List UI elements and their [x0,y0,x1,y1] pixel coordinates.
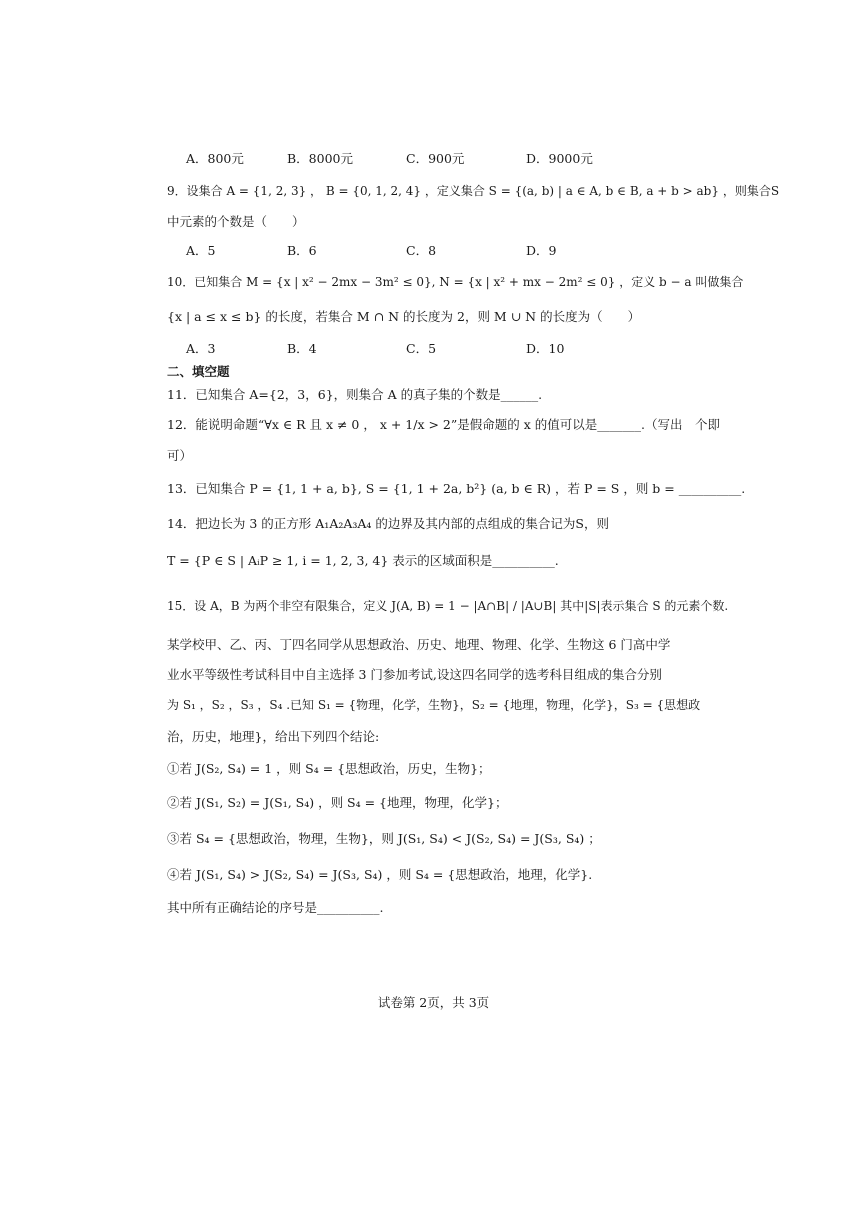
q15-line2: 某学校甲、乙、丙、丁四名同学从思想政治、历史、地理、物理、化学、生物这 6 门高中学 [167,637,671,652]
q9-line2: 中元素的个数是（ ） [167,214,305,229]
option-d: D．9000元 [526,151,593,166]
q12-line1: 12．能说明命题“∀x ∈ R 且 x ≠ 0 ， x + 1/x > 2”是假命题的 x 的值可以是_______.（写出 个即 [167,417,720,432]
q10-option-d: D．10 [526,341,565,356]
q9-line1: 9．设集合 A = {1, 2, 3} ， B = {0, 1, 2, 4} ，定义集合 S = {(a, b) | a ∈ A, b ∈ B, a + b > ab} ，则集合S [167,184,780,198]
q9-option-d: D．9 [526,243,557,258]
q10-line2: {x | a ≤ x ≤ b} 的长度，若集合 M ∩ N 的长度为 2，则 M ∪ N 的长度为（ ） [167,309,641,324]
option-c: C．900元 [406,151,465,166]
option-b: B．8000元 [287,151,353,166]
q15-line3: 业水平等级性考试科目中自主选择 3 门参加考试,设这四名同学的选考科目组成的集合分别 [167,667,662,682]
q15-line1: 15．设 A，B 为两个非空有限集合，定义 J(A, B) = 1 − |A∩B| / |A∪B| 其中|S|表示集合 S 的元素个数. [167,599,729,613]
option-a: A．800元 [186,151,244,166]
q12-line2: 可） [167,448,193,463]
q10-line1: 10．已知集合 M = {x | x² − 2mx − 3m² ≤ 0}, N = {x | x² + mx − 2m² ≤ 0} ，定义 b − a 叫做集合 [167,275,744,289]
q14-line1: 14．把边长为 3 的正方形 A₁A₂A₃A₄ 的边界及其内部的点组成的集合记为S，则 [167,516,609,531]
q9-option-b: B．6 [287,243,317,258]
q10-option-a: A．3 [186,341,216,356]
q10-option-b: B．4 [287,341,317,356]
q9-option-c: C．8 [406,243,437,258]
q14-line2: T = {P ∈ S | AᵢP ≥ 1, i = 1, 2, 3, 4} 表示的区域面积是__________. [167,553,559,568]
section-title: 二、填空题 [167,364,230,379]
q15-answer-prompt: 其中所有正确结论的序号是__________. [167,900,384,915]
q13: 13．已知集合 P = {1, 1 + a, b}, S = {1, 1 + 2a, b²} (a, b ∈ R) ，若 P = S ，则 b = __________. [167,481,746,496]
q15-conclusion-3: ③若 S₄ = {思想政治，物理，生物}，则 J(S₁, S₄) < J(S₂, S₄) = J(S₃, S₄) ； [167,831,601,846]
q15-line4: 为 S₁ ，S₂ ，S₃ ，S₄ .已知 S₁ = {物理，化学，生物}，S₂ = {地理，物理，化学}，S₃ = {思想政 [167,698,701,712]
q15-conclusion-4: ④若 J(S₁, S₄) > J(S₂, S₄) = J(S₃, S₄) ，则 S₄ = {思想政治，地理，化学}. [167,867,593,882]
page-footer: 试卷第 2页，共 3页 [377,995,490,1010]
q10-option-c: C．5 [406,341,437,356]
q15-line5: 治，历史，地理}，给出下列四个结论: [167,729,380,744]
q9-option-a: A．5 [186,243,216,258]
q15-conclusion-1: ①若 J(S₂, S₄) = 1 ，则 S₄ = {思想政治，历史，生物}； [167,761,491,776]
q15-conclusion-2: ②若 J(S₁, S₂) = J(S₁, S₄) ，则 S₄ = {地理，物理，化学}； [167,795,508,810]
q11: 11．已知集合 A={2，3，6}，则集合 A 的真子集的个数是______. [167,387,543,402]
